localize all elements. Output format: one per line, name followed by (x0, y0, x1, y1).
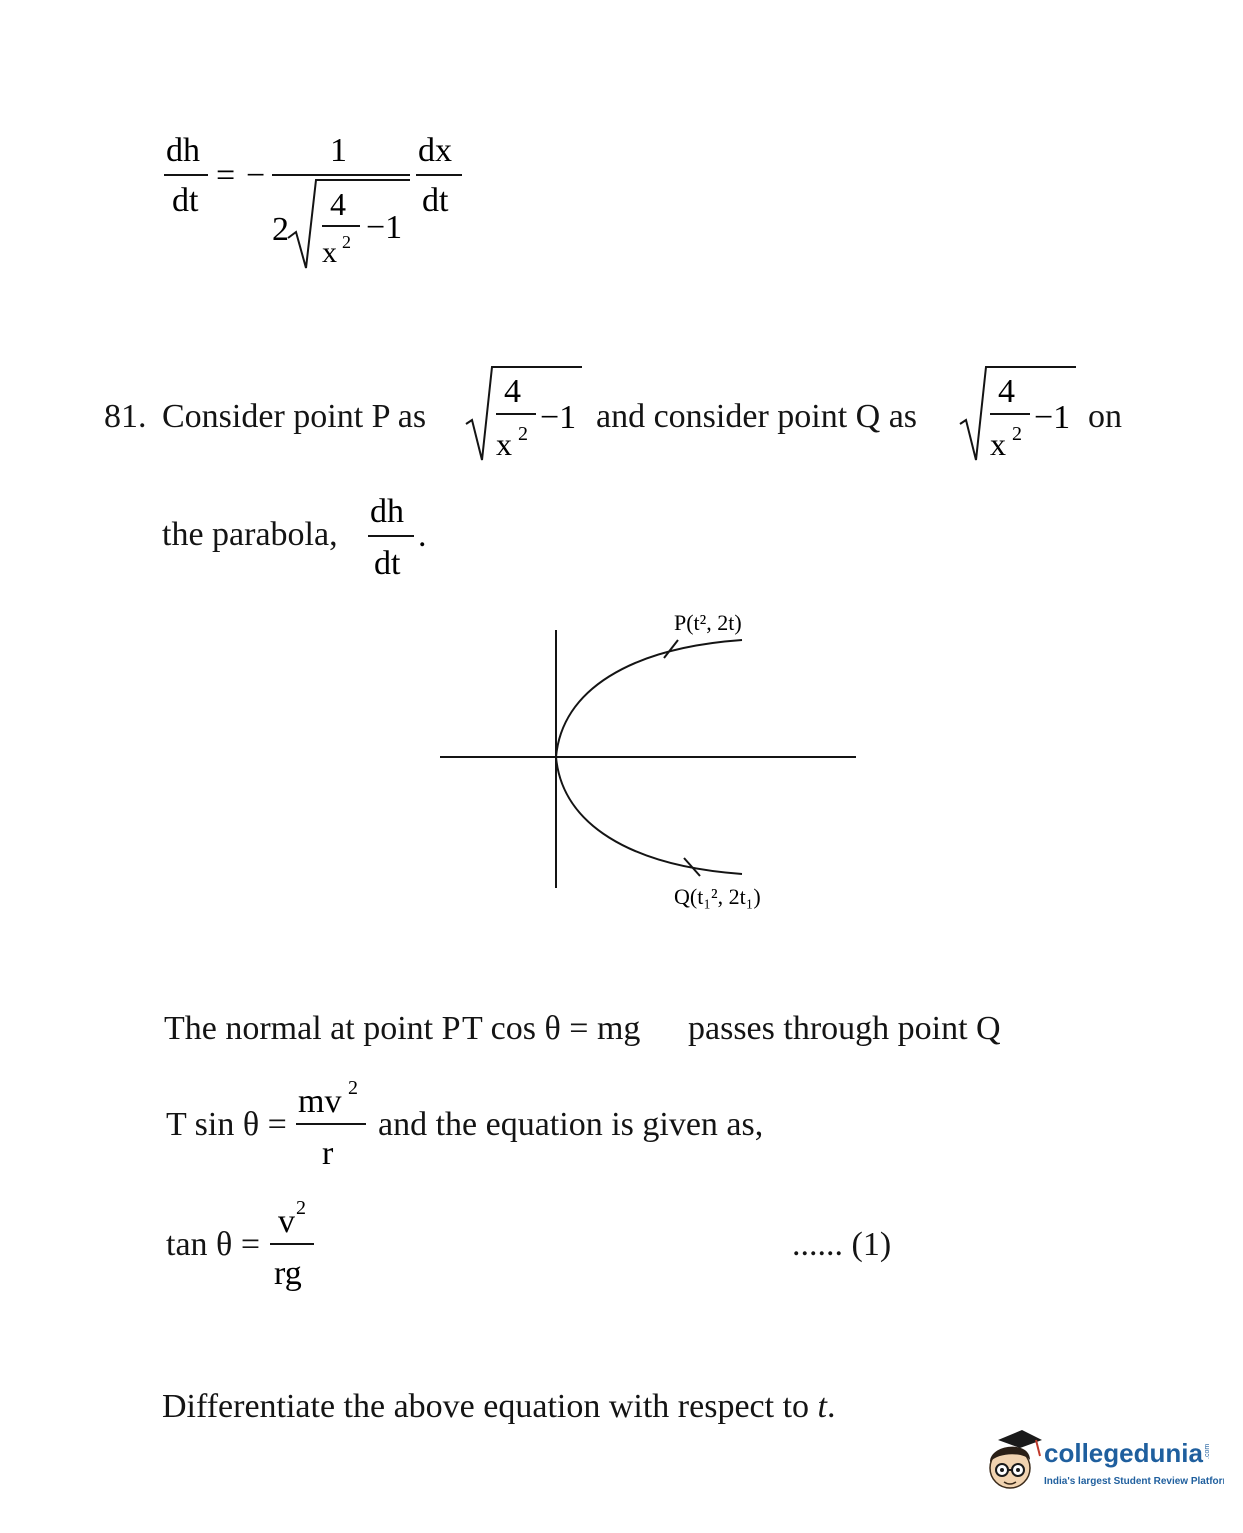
radical-p-svg (462, 362, 592, 462)
normal-text-a: The normal at point P (164, 1010, 461, 1047)
radical-q-exponent: 2 (1012, 423, 1022, 445)
rhs-denominator: dt (422, 182, 449, 219)
tan-fraction-svg (266, 1192, 336, 1296)
equation-dhdt (160, 128, 480, 278)
mascot-icon (984, 1426, 1224, 1498)
tsin-fraction-svg (294, 1072, 374, 1176)
tan-lhs: tan θ = (166, 1226, 260, 1263)
radical-p-numerator: 4 (504, 373, 521, 410)
lhs-denominator: dt (172, 182, 199, 219)
inner-exponent: 2 (342, 232, 351, 252)
tsin-denominator: r (322, 1135, 334, 1172)
parabola-figure (430, 600, 870, 930)
equation-label: ...... (1) (792, 1226, 892, 1263)
minus-sign: − (246, 157, 266, 194)
normal-text-b: passes through point Q (688, 1010, 1001, 1047)
fraction-denominator: dt (374, 545, 401, 582)
label-point-p: P(t², 2t) (674, 610, 742, 635)
tsin-exponent: 2 (348, 1077, 358, 1099)
tan-fraction (266, 1192, 336, 1296)
dh-dt-fraction-svg (366, 490, 446, 586)
fraction-numerator: dh (370, 493, 404, 530)
question-text-a: Consider point P as (162, 398, 427, 435)
tan-numerator: v (278, 1203, 295, 1240)
label-point-q: Q(t₁², 2t₁) (674, 884, 761, 909)
lhs-numerator: dh (166, 132, 200, 169)
tsin-fraction (294, 1072, 374, 1176)
parabola-figure-svg (430, 600, 870, 930)
inner-denominator: x (322, 236, 337, 269)
final-variable: t (817, 1388, 827, 1425)
radical-q-denominator: x (990, 426, 1006, 462)
normal-math: T cos θ = mg (462, 1010, 641, 1047)
logo-suffix: .com (1204, 1443, 1211, 1459)
rhs-numerator: dx (418, 132, 452, 169)
question-text-c: on (1088, 398, 1122, 435)
inner-numerator: 4 (330, 186, 346, 222)
coefficient-two: 2 (272, 211, 289, 248)
final-period: . (826, 1388, 836, 1425)
equals-sign: = (216, 157, 236, 194)
collegedunia-logo[interactable] (984, 1426, 1224, 1498)
radical-q-numerator: 4 (998, 373, 1015, 410)
tsin-lhs: T sin θ = (166, 1106, 287, 1143)
dh-dt-fraction (366, 490, 446, 586)
logo-tagline: India's largest Student Review Platform (1044, 1476, 1224, 1487)
tsin-text: and the equation is given as, (378, 1106, 764, 1143)
equation-dhdt-svg (160, 128, 480, 278)
question-text-b: and consider point Q as (596, 398, 918, 435)
tsin-numerator: mv (298, 1083, 342, 1120)
final-sentence (162, 1390, 835, 1424)
final-text: Differentiate the above equation with respect to (162, 1388, 810, 1425)
fraction-period: . (418, 517, 427, 554)
radical-q-minus-one: −1 (1034, 399, 1071, 436)
radical-p-minus-one: −1 (540, 399, 577, 436)
radical-p (462, 362, 592, 462)
logo-name: collegedunia (1044, 1438, 1203, 1468)
parabola-text: the parabola, (162, 516, 338, 553)
tan-denominator: rg (274, 1255, 302, 1292)
minus-one: −1 (366, 209, 403, 246)
radical-q (956, 362, 1086, 462)
numerator-one: 1 (330, 132, 347, 169)
radical-p-denominator: x (496, 426, 512, 462)
tan-exponent: 2 (296, 1197, 306, 1219)
radical-q-svg (956, 362, 1086, 462)
radical-p-exponent: 2 (518, 423, 528, 445)
question-number: 81. (104, 398, 147, 435)
